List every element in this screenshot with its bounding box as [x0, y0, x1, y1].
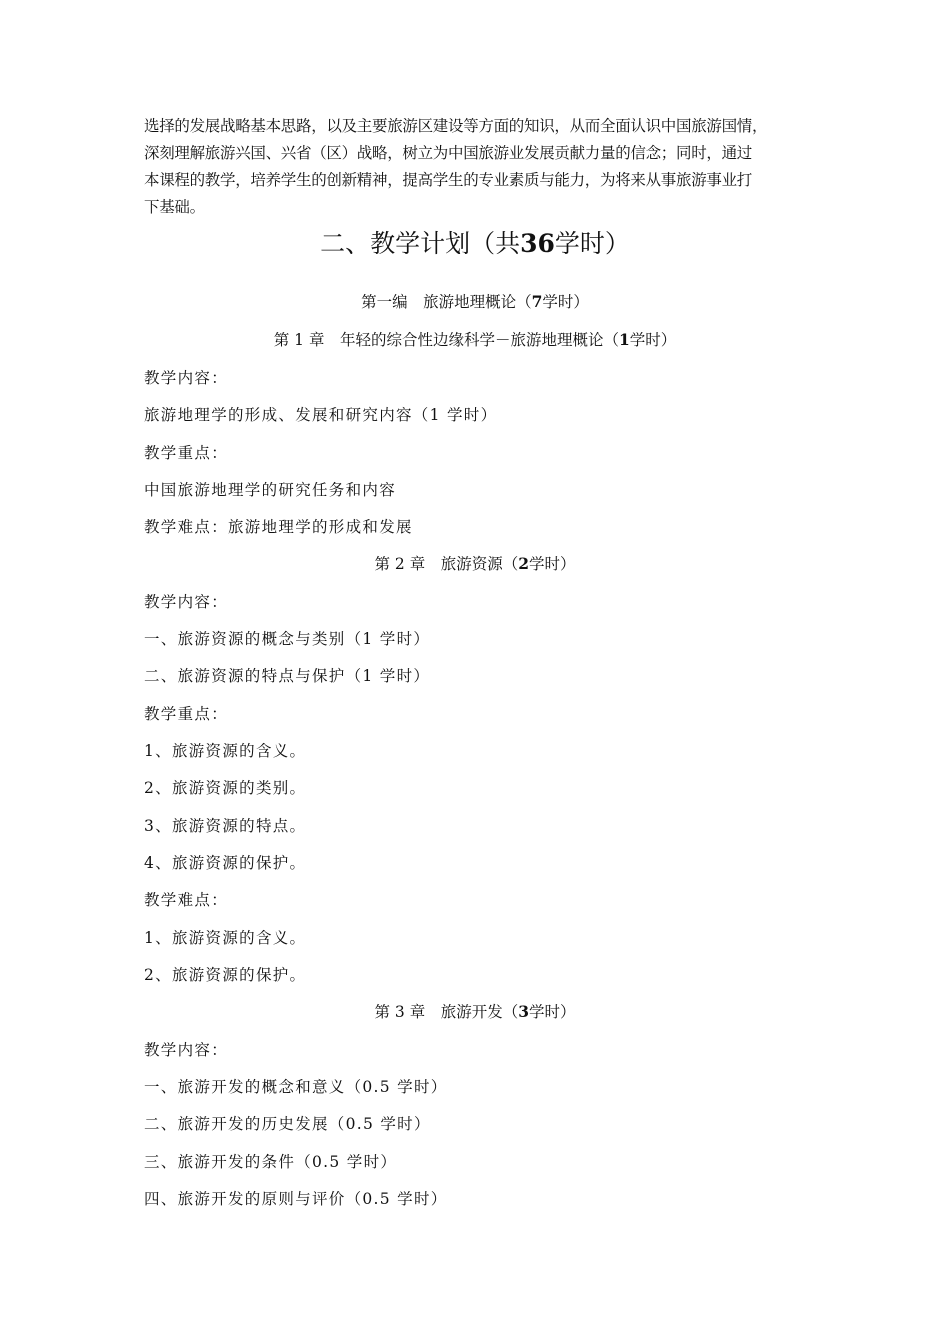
intro-line-4: 下基础。: [144, 198, 205, 216]
ch2-key-label: 教学重点：: [144, 705, 229, 723]
ch3-content-label: 教学内容：: [144, 1041, 229, 1059]
intro-paragraph: [144, 113, 809, 221]
ch2-content-label: 教学内容：: [144, 593, 229, 611]
chapter2-title-suffix: 学时）: [529, 555, 576, 573]
chapter2-title: [0, 552, 950, 576]
ch2-key-1: 1、旅游资源的含义。: [144, 742, 307, 760]
ch1-content-1: 旅游地理学的形成、发展和研究内容（1 学时）: [144, 406, 498, 424]
chapter1-title-prefix: 第 1 章 年轻的综合性边缘科学－旅游地理概论（: [273, 331, 619, 349]
ch1-content-label: 教学内容：: [144, 369, 229, 387]
ch2-key-3: 3、旅游资源的特点。: [144, 817, 307, 835]
part1-title: [0, 290, 950, 314]
chapter3-title-hours: 3: [518, 1002, 529, 1021]
ch2-content-2: 二、旅游资源的特点与保护（1 学时）: [144, 667, 431, 685]
ch2-key-4: 4、旅游资源的保护。: [144, 854, 307, 872]
ch3-content-2: 二、旅游开发的历史发展（0.5 学时）: [144, 1115, 431, 1133]
section-title-suffix: 学时）: [554, 229, 630, 258]
ch2-content-1: 一、旅游资源的概念与类别（1 学时）: [144, 630, 431, 648]
chapter1-title-suffix: 学时）: [629, 331, 677, 349]
chapter2-title-hours: 2: [518, 554, 529, 573]
section-title-hours: 36: [520, 229, 555, 258]
chapter3-title-prefix: 第 3 章 旅游开发（: [374, 1003, 519, 1021]
ch1-key-1: 中国旅游地理学的研究任务和内容: [144, 481, 397, 499]
part1-title-prefix: 第一编 旅游地理概论（: [361, 293, 532, 311]
section-title: [0, 224, 950, 264]
ch3-content-3: 三、旅游开发的条件（0.5 学时）: [144, 1153, 398, 1171]
chapter1-title: [0, 328, 950, 352]
part1-title-hours: 7: [531, 292, 543, 311]
chapter2-title-prefix: 第 2 章 旅游资源（: [374, 555, 519, 573]
ch3-content-1: 一、旅游开发的概念和意义（0.5 学时）: [144, 1078, 448, 1096]
intro-line-2: 深刻理解旅游兴国、兴省（区）战略，树立为中国旅游业发展贡献力量的信念；同时，通过: [144, 144, 753, 162]
ch1-difficult: 教学难点：旅游地理学的形成和发展: [144, 518, 413, 536]
ch2-difficult-label: 教学难点：: [144, 891, 229, 909]
ch3-content-4: 四、旅游开发的原则与评价（0.5 学时）: [144, 1190, 448, 1208]
ch2-difficult-1: 1、旅游资源的含义。: [144, 929, 307, 947]
ch2-difficult-2: 2、旅游资源的保护。: [144, 966, 307, 984]
chapter1-title-hours: 1: [618, 330, 630, 349]
ch1-key-label: 教学重点：: [144, 444, 229, 462]
section-title-prefix: 二、教学计划（共: [320, 229, 521, 258]
intro-line-3: 本课程的教学，培养学生的创新精神，提高学生的专业素质与能力，为将来从事旅游事业打: [144, 171, 753, 189]
chapter3-title-suffix: 学时）: [529, 1003, 576, 1021]
part1-title-suffix: 学时）: [542, 293, 589, 311]
chapter3-title: [0, 1000, 950, 1024]
ch2-key-2: 2、旅游资源的类别。: [144, 779, 307, 797]
intro-line-1: 选择的发展战略基本思路，以及主要旅游区建设等方面的知识，从而全面认识中国旅游国情，: [144, 117, 768, 135]
